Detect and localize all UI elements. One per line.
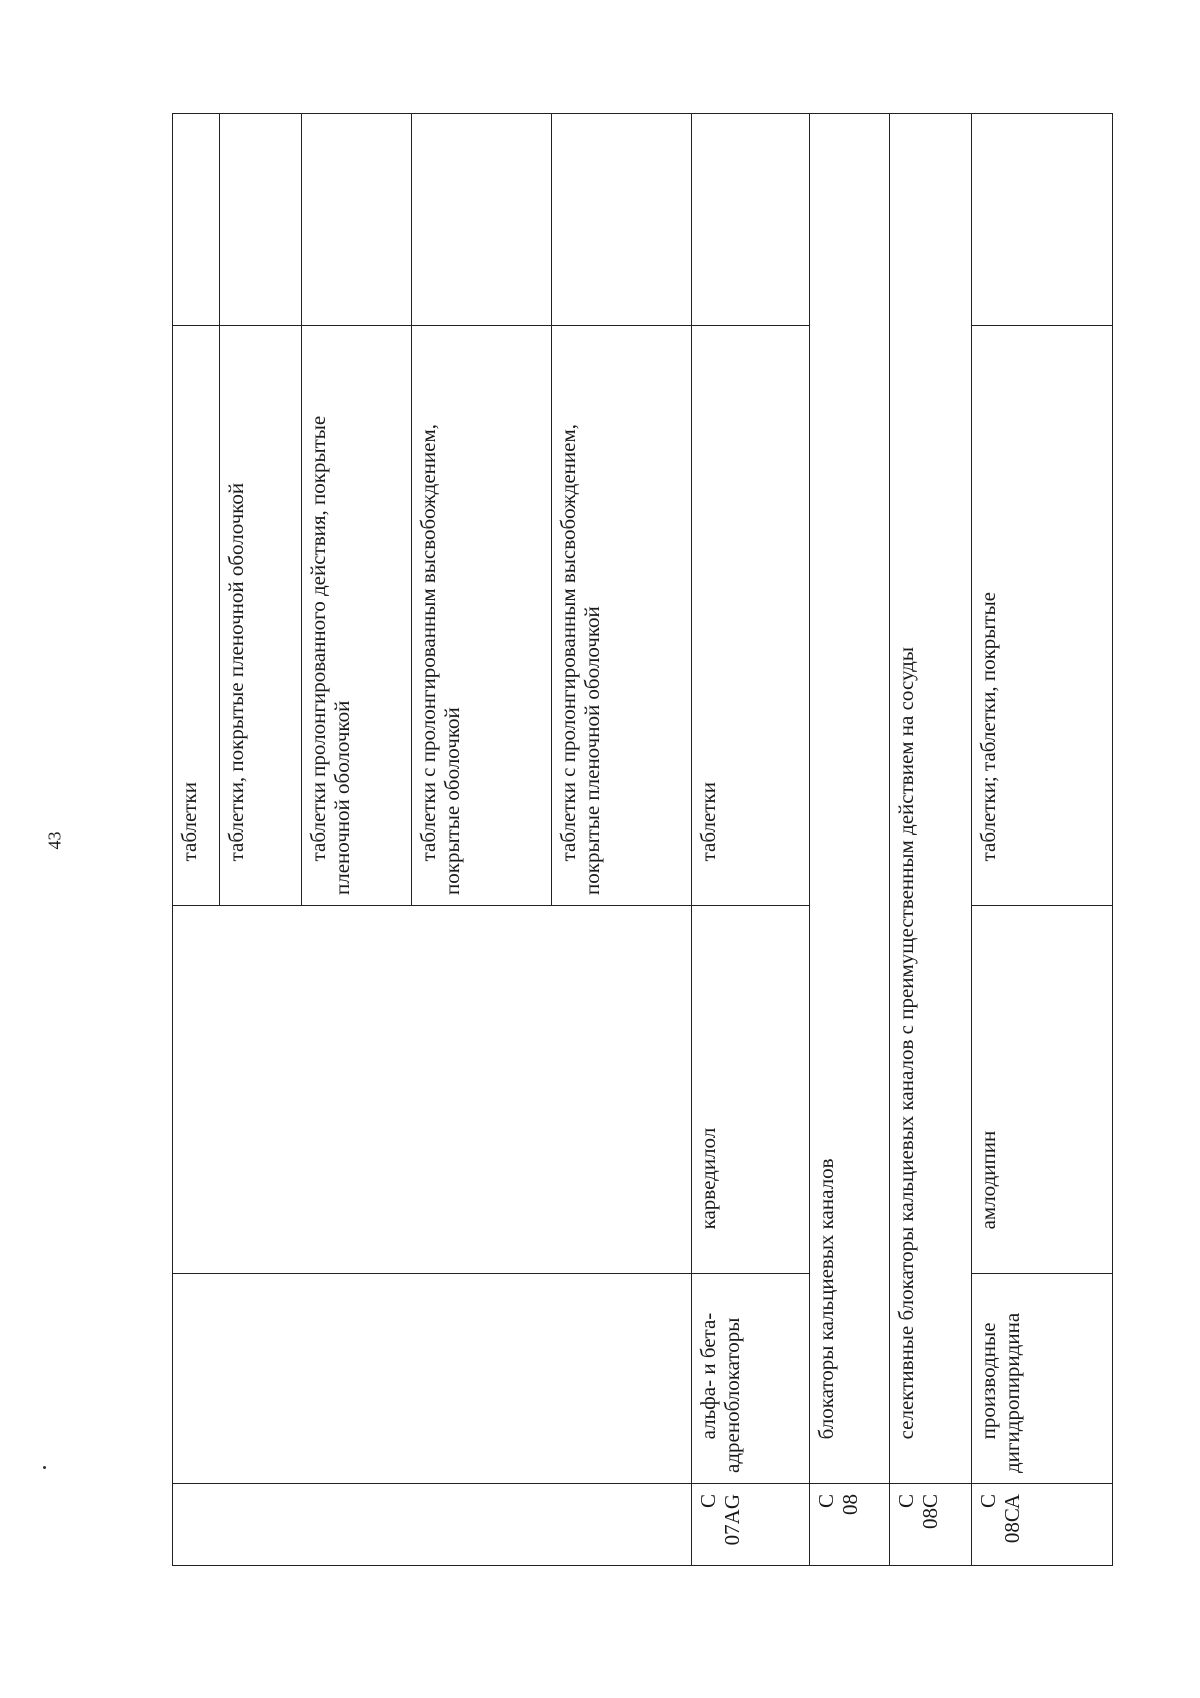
form-cell: таблетки (692, 326, 810, 906)
atc-code-cell (810, 1484, 890, 1566)
form-cell: таблетки; таблетки, покрытые (972, 326, 1113, 906)
atc-code-letter: С (976, 1494, 1000, 1509)
group-span-cell: блокаторы кальциевых каналов (810, 114, 890, 1484)
form-cell: таблетки с пролонгированным высвобождением, покрытые пленочной оболочкой (552, 326, 692, 906)
empty-cell (692, 114, 810, 326)
group-cell: альфа- и бета-адреноблокаторы (692, 1274, 810, 1484)
code-cell-empty (173, 1484, 692, 1566)
inn-cell-empty (173, 906, 692, 1274)
table-row (173, 114, 220, 1566)
table-row (692, 114, 810, 1566)
form-cell: таблетки с пролонгированным высвобождением, покрытые оболочкой (412, 326, 552, 906)
form-cell: таблетки пролонгированного действия, покрытые пленочной оболочкой (302, 326, 412, 906)
atc-code-rest: 07AG (720, 1494, 745, 1546)
atc-code-rest: 08С (918, 1494, 943, 1530)
rotated-table-container (172, 114, 1112, 1566)
atc-code-letter: С (696, 1494, 720, 1509)
atc-code-cell (972, 1484, 1113, 1566)
atc-code-letter: С (814, 1494, 838, 1509)
atc-code-cell (692, 1484, 810, 1566)
form-cell: таблетки (173, 326, 220, 906)
empty-cell (972, 114, 1113, 326)
empty-cell (173, 114, 220, 326)
table-row (972, 114, 1113, 1566)
table-row (810, 114, 890, 1566)
group-cell: производные дигидропиридина (972, 1274, 1113, 1484)
group-span-cell: селективные блокаторы кальциевых каналов с преимущественным действием на сосуды (890, 114, 972, 1484)
atc-code-rest: 08 (838, 1494, 863, 1515)
inn-cell: амлодипин (972, 906, 1113, 1274)
scan-artifact-dot (43, 1466, 46, 1469)
empty-cell (302, 114, 412, 326)
empty-cell (412, 114, 552, 326)
page-number: 43 (44, 831, 65, 850)
atc-code-cell (890, 1484, 972, 1566)
table-row (890, 114, 972, 1566)
form-cell: таблетки, покрытые пленочной оболочкой (220, 326, 302, 906)
atc-code-rest: 08СА (1000, 1494, 1025, 1544)
empty-cell (220, 114, 302, 326)
group-cell-empty (173, 1274, 692, 1484)
atc-code-letter: С (894, 1494, 918, 1509)
empty-cell (552, 114, 692, 326)
inn-cell: карведилол (692, 906, 810, 1274)
drug-table (172, 113, 1113, 1566)
